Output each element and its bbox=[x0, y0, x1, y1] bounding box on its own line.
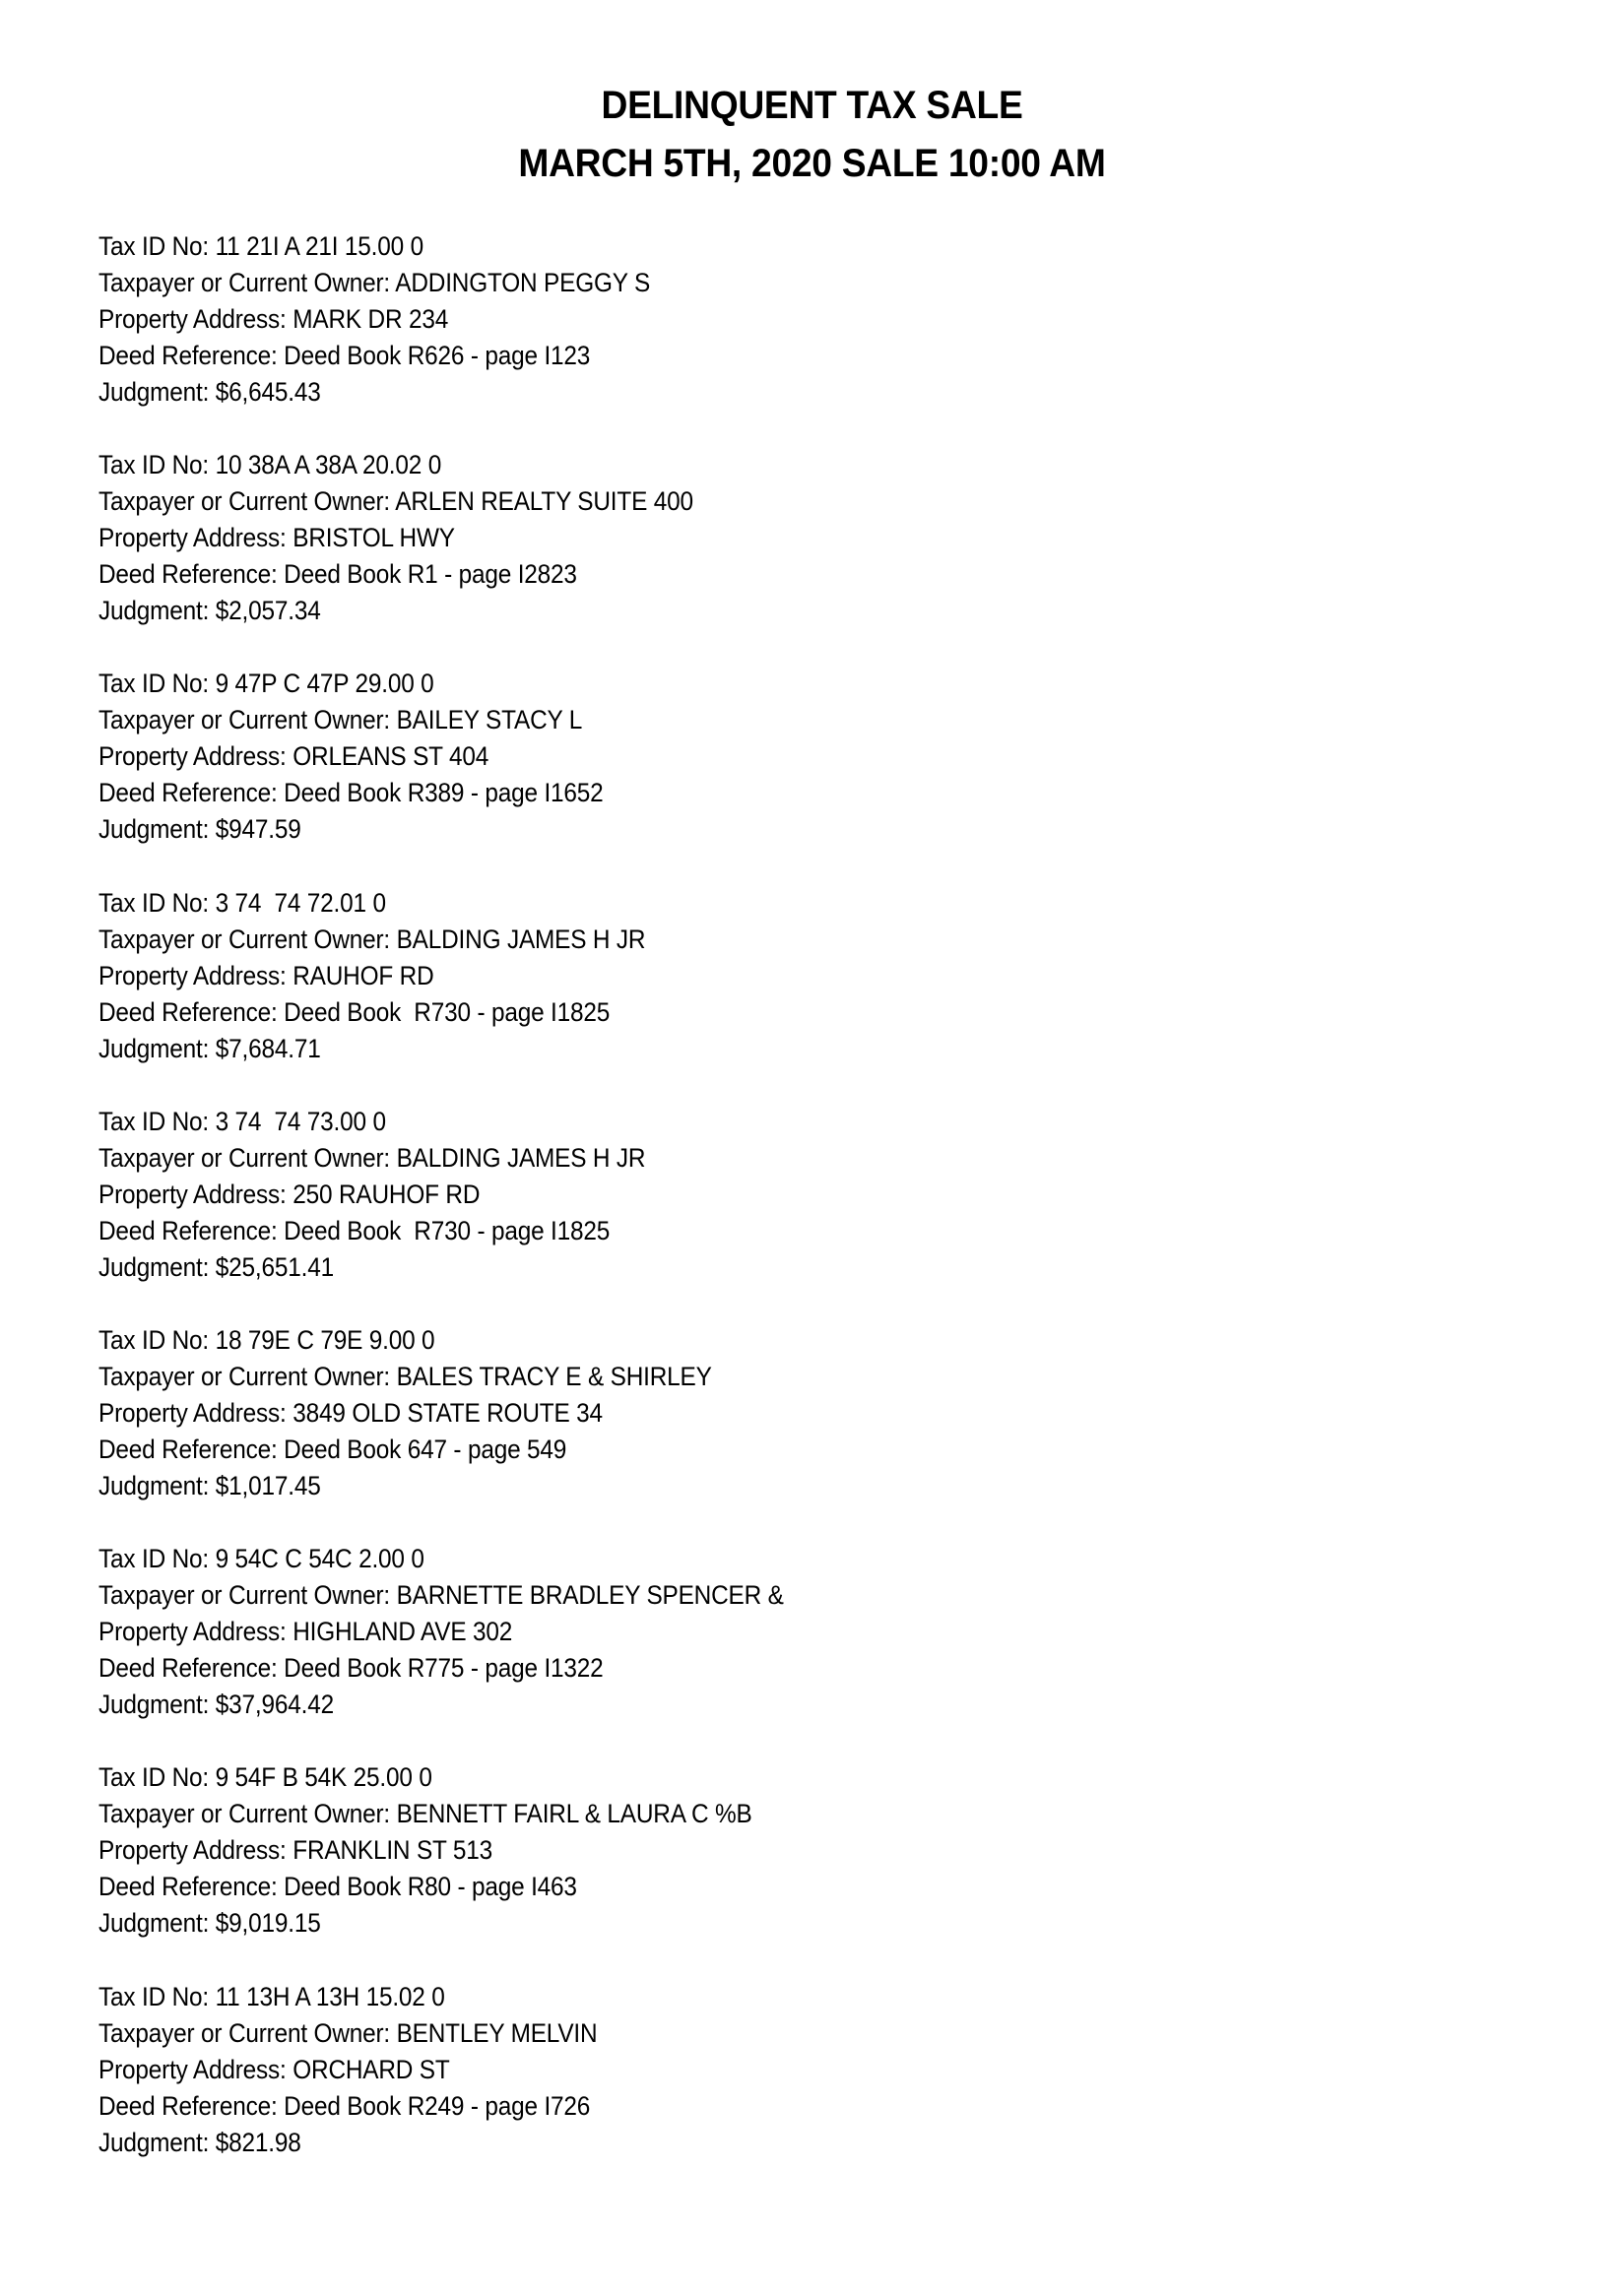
judgment-label: Judgment: bbox=[98, 1033, 216, 1063]
owner-line bbox=[98, 922, 1367, 958]
judgment-value: $25,651.41 bbox=[215, 1251, 334, 1282]
judgment-line bbox=[98, 1249, 1367, 1286]
owner-label: Taxpayer or Current Owner: bbox=[98, 1142, 397, 1173]
tax-id-label: Tax ID No: bbox=[98, 1544, 216, 1574]
tax-id-value: 3 74 74 72.01 0 bbox=[215, 887, 386, 918]
tax-id-line bbox=[98, 885, 1367, 922]
judgment-value: $947.59 bbox=[215, 814, 301, 845]
address-label: Property Address: bbox=[98, 1397, 293, 1428]
address-label: Property Address: bbox=[98, 1617, 293, 1647]
deed-line bbox=[98, 1869, 1367, 1905]
property-record bbox=[98, 447, 1477, 666]
owner-line bbox=[98, 1140, 1367, 1177]
owner-label: Taxpayer or Current Owner: bbox=[98, 1361, 397, 1391]
owner-label: Taxpayer or Current Owner: bbox=[98, 1799, 397, 1829]
judgment-label: Judgment: bbox=[98, 2127, 216, 2157]
property-list bbox=[98, 228, 1477, 2198]
deed-line bbox=[98, 2088, 1367, 2125]
tax-id-label: Tax ID No: bbox=[98, 887, 216, 918]
tax-id-value: 10 38A A 38A 20.02 0 bbox=[215, 450, 442, 480]
address-line bbox=[98, 1614, 1367, 1650]
deed-line bbox=[98, 338, 1367, 374]
judgment-label: Judgment: bbox=[98, 1251, 216, 1282]
address-line bbox=[98, 738, 1367, 775]
owner-value: BALES TRACY E & SHIRLEY bbox=[396, 1361, 712, 1391]
tax-id-value: 9 47P C 47P 29.00 0 bbox=[215, 669, 434, 699]
deed-value: Deed Book R626 - page I123 bbox=[284, 341, 591, 370]
deed-line bbox=[98, 1650, 1367, 1687]
tax-id-value: 3 74 74 73.00 0 bbox=[215, 1106, 386, 1136]
owner-value: BARNETTE BRADLEY SPENCER & bbox=[396, 1580, 784, 1611]
address-label: Property Address: bbox=[98, 2054, 293, 2084]
judgment-value: $9,019.15 bbox=[215, 1908, 321, 1939]
property-record bbox=[98, 666, 1477, 884]
deed-label: Deed Reference: bbox=[98, 778, 285, 808]
address-value: 3849 OLD STATE ROUTE 34 bbox=[292, 1397, 603, 1428]
tax-id-line bbox=[98, 1322, 1367, 1359]
judgment-label: Judgment: bbox=[98, 1690, 216, 1720]
deed-value: Deed Book 647 - page 549 bbox=[284, 1434, 567, 1464]
address-line bbox=[98, 1395, 1367, 1432]
tax-id-label: Tax ID No: bbox=[98, 231, 216, 261]
tax-id-label: Tax ID No: bbox=[98, 1324, 216, 1355]
tax-id-line bbox=[98, 666, 1367, 702]
judgment-line bbox=[98, 593, 1367, 629]
deed-label: Deed Reference: bbox=[98, 1872, 285, 1902]
page-title: DELINQUENT TAX SALE bbox=[601, 84, 1023, 127]
address-label: Property Address: bbox=[98, 741, 293, 772]
address-label: Property Address: bbox=[98, 304, 293, 334]
owner-value: BAILEY STACY L bbox=[396, 705, 583, 735]
deed-label: Deed Reference: bbox=[98, 996, 285, 1027]
address-value: ORCHARD ST bbox=[292, 2054, 450, 2084]
address-label: Property Address: bbox=[98, 1179, 293, 1209]
address-value: RAUHOF RD bbox=[292, 960, 434, 990]
address-value: MARK DR 234 bbox=[292, 304, 449, 334]
owner-label: Taxpayer or Current Owner: bbox=[98, 1580, 397, 1611]
judgment-value: $6,645.43 bbox=[215, 377, 321, 407]
judgment-label: Judgment: bbox=[98, 1908, 216, 1939]
deed-line bbox=[98, 1213, 1367, 1249]
deed-label: Deed Reference: bbox=[98, 1215, 285, 1245]
owner-value: BALDING JAMES H JR bbox=[396, 1142, 646, 1173]
deed-value: Deed Book R1 - page I2823 bbox=[284, 559, 577, 590]
owner-line bbox=[98, 2015, 1367, 2052]
deed-line bbox=[98, 994, 1367, 1031]
address-line bbox=[98, 301, 1367, 338]
deed-line bbox=[98, 775, 1367, 811]
tax-id-value: 18 79E C 79E 9.00 0 bbox=[215, 1324, 435, 1355]
owner-value: BENTLEY MELVIN bbox=[396, 2017, 598, 2048]
tax-id-line bbox=[98, 1979, 1367, 2015]
deed-label: Deed Reference: bbox=[98, 1653, 285, 1684]
deed-value: Deed Book R80 - page I463 bbox=[284, 1872, 577, 1902]
owner-line bbox=[98, 265, 1367, 301]
property-record bbox=[98, 1104, 1477, 1322]
sale-date-subtitle: MARCH 5TH, 2020 SALE 10:00 AM bbox=[518, 142, 1106, 185]
judgment-value: $821.98 bbox=[215, 2127, 301, 2157]
deed-value: Deed Book R389 - page I1652 bbox=[284, 778, 604, 808]
deed-value: Deed Book R730 - page I1825 bbox=[284, 1215, 611, 1245]
deed-line bbox=[98, 1432, 1367, 1468]
tax-id-label: Tax ID No: bbox=[98, 450, 216, 480]
owner-line bbox=[98, 483, 1367, 520]
judgment-label: Judgment: bbox=[98, 814, 216, 845]
tax-id-line bbox=[98, 1541, 1367, 1577]
judgment-value: $1,017.45 bbox=[215, 1470, 321, 1500]
property-record bbox=[98, 228, 1477, 447]
tax-id-line bbox=[98, 228, 1367, 265]
owner-label: Taxpayer or Current Owner: bbox=[98, 705, 397, 735]
address-line bbox=[98, 520, 1367, 556]
owner-line bbox=[98, 1577, 1367, 1614]
tax-id-label: Tax ID No: bbox=[98, 669, 216, 699]
tax-id-line bbox=[98, 1104, 1367, 1140]
judgment-line bbox=[98, 1905, 1367, 1942]
property-record bbox=[98, 1759, 1477, 1978]
deed-line bbox=[98, 556, 1367, 593]
tax-id-line bbox=[98, 447, 1367, 483]
property-record bbox=[98, 1322, 1477, 1541]
property-record bbox=[98, 885, 1477, 1104]
tax-id-value: 11 13H A 13H 15.02 0 bbox=[215, 1981, 445, 2011]
deed-value: Deed Book R730 - page I1825 bbox=[284, 996, 611, 1027]
address-label: Property Address: bbox=[98, 960, 293, 990]
address-value: BRISTOL HWY bbox=[292, 523, 455, 553]
judgment-line bbox=[98, 1687, 1367, 1723]
judgment-label: Judgment: bbox=[98, 377, 216, 407]
owner-value: ARLEN REALTY SUITE 400 bbox=[395, 486, 693, 517]
document-header bbox=[0, 77, 1624, 193]
address-value: ORLEANS ST 404 bbox=[292, 741, 489, 772]
tax-id-value: 9 54C C 54C 2.00 0 bbox=[215, 1544, 424, 1574]
owner-value: BALDING JAMES H JR bbox=[396, 924, 646, 954]
address-line bbox=[98, 2052, 1367, 2088]
address-value: 250 RAUHOF RD bbox=[292, 1179, 481, 1209]
deed-label: Deed Reference: bbox=[98, 341, 285, 370]
address-line bbox=[98, 1177, 1367, 1213]
tax-id-label: Tax ID No: bbox=[98, 1981, 216, 2011]
deed-value: Deed Book R775 - page I1322 bbox=[284, 1653, 604, 1684]
judgment-line bbox=[98, 374, 1367, 411]
deed-label: Deed Reference: bbox=[98, 2090, 285, 2121]
judgment-label: Judgment: bbox=[98, 1470, 216, 1500]
address-label: Property Address: bbox=[98, 1835, 293, 1866]
tax-id-value: 9 54F B 54K 25.00 0 bbox=[215, 1762, 432, 1793]
address-line bbox=[98, 958, 1367, 994]
address-value: FRANKLIN ST 513 bbox=[292, 1835, 492, 1866]
owner-label: Taxpayer or Current Owner: bbox=[98, 268, 396, 297]
tax-id-label: Tax ID No: bbox=[98, 1106, 216, 1136]
tax-id-value: 11 21I A 21I 15.00 0 bbox=[215, 231, 423, 261]
judgment-line bbox=[98, 2125, 1367, 2161]
tax-id-line bbox=[98, 1759, 1367, 1796]
judgment-line bbox=[98, 811, 1367, 848]
deed-value: Deed Book R249 - page I726 bbox=[284, 2090, 591, 2121]
owner-value: BENNETT FAIRL & LAURA C %B bbox=[396, 1799, 752, 1829]
property-record bbox=[98, 1979, 1477, 2198]
property-record bbox=[98, 1541, 1477, 1759]
owner-line bbox=[98, 1796, 1367, 1832]
judgment-value: $2,057.34 bbox=[215, 596, 321, 626]
owner-value: ADDINGTON PEGGY S bbox=[395, 268, 651, 297]
judgment-label: Judgment: bbox=[98, 596, 216, 626]
address-value: HIGHLAND AVE 302 bbox=[292, 1617, 513, 1647]
owner-label: Taxpayer or Current Owner: bbox=[98, 924, 397, 954]
judgment-line bbox=[98, 1031, 1367, 1067]
deed-label: Deed Reference: bbox=[98, 1434, 285, 1464]
owner-label: Taxpayer or Current Owner: bbox=[98, 2017, 397, 2048]
owner-line bbox=[98, 1359, 1367, 1395]
owner-line bbox=[98, 702, 1367, 738]
judgment-line bbox=[98, 1468, 1367, 1504]
address-label: Property Address: bbox=[98, 523, 293, 553]
deed-label: Deed Reference: bbox=[98, 559, 285, 590]
judgment-value: $37,964.42 bbox=[215, 1690, 334, 1720]
judgment-value: $7,684.71 bbox=[215, 1033, 321, 1063]
address-line bbox=[98, 1832, 1367, 1869]
owner-label: Taxpayer or Current Owner: bbox=[98, 486, 396, 517]
tax-id-label: Tax ID No: bbox=[98, 1762, 216, 1793]
